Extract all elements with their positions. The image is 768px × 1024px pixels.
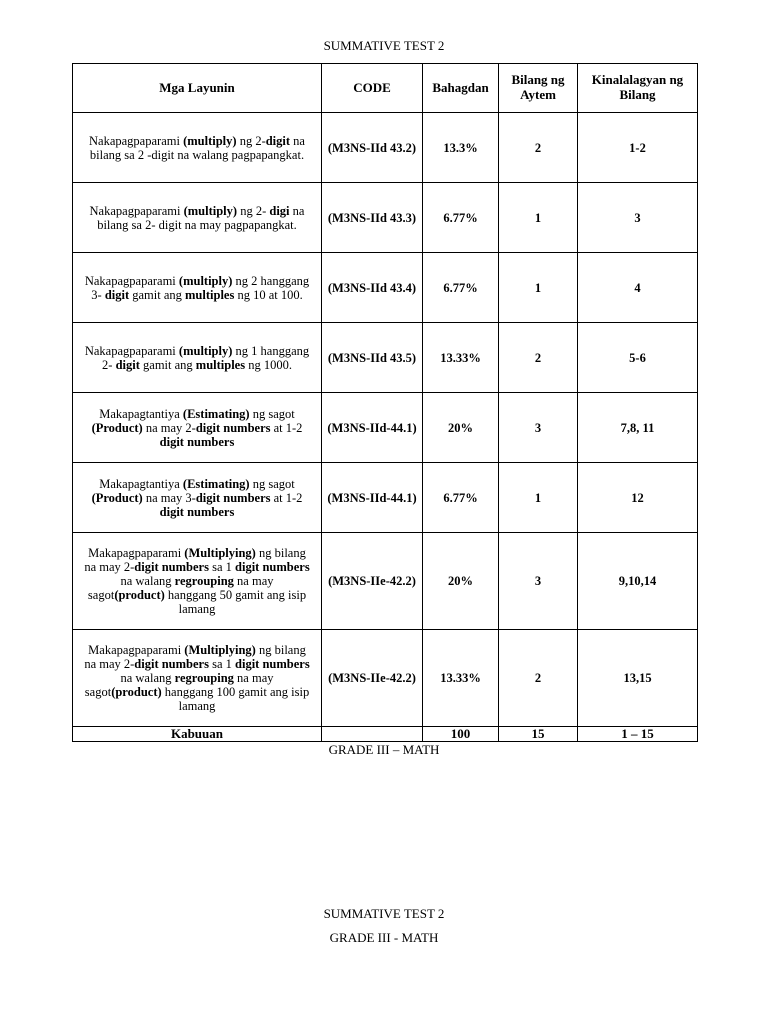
total-placement: 1 – 15 <box>578 727 698 742</box>
objective-text-segment: digit numbers <box>134 657 209 671</box>
objective-text-segment: digit <box>104 287 130 302</box>
objective-text-segment: ng sagot <box>249 406 295 421</box>
placement-cell: 13,15 <box>578 630 698 727</box>
objective-text-segment: digit numbers <box>195 490 271 505</box>
placement-cell: 1-2 <box>578 113 698 183</box>
items-cell: 3 <box>499 533 578 630</box>
document-subtitle: GRADE III – MATH <box>328 742 440 757</box>
objective-text-segment: digit numbers <box>134 560 209 574</box>
objective-text-segment: (product) <box>111 685 162 699</box>
objective-text-segment: gamit ang <box>139 357 196 372</box>
objective-text-segment: regrouping <box>174 671 234 685</box>
objective-text-segment: na may 2- <box>142 420 196 435</box>
objective-text-segment: digit numbers <box>235 657 310 671</box>
objective-cell <box>73 253 322 323</box>
items-cell: 2 <box>499 630 578 727</box>
placement-cell: 5-6 <box>578 323 698 393</box>
code-cell: (M3NS-IIe-42.2) <box>322 630 423 727</box>
objective-text-segment: (Product) <box>91 420 143 435</box>
objective-text-segment: na bilang sa 2- digit na may pagpapangkat. <box>97 203 305 232</box>
objective-cell <box>73 183 322 253</box>
objective-text-segment: ng 2- <box>237 203 270 218</box>
footer-title: SUMMATIVE TEST 2 <box>323 906 445 921</box>
percent-cell: 6.77% <box>423 463 499 533</box>
code-cell: (M3NS-IId 43.5) <box>322 323 423 393</box>
percent-cell: 13.33% <box>423 630 499 727</box>
objective-text-segment: ng bilang na may 2- <box>84 643 306 671</box>
header-items: Bilang ng Aytem <box>499 64 578 113</box>
objective-text-segment: (Estimating) <box>182 406 250 421</box>
table-row <box>73 323 698 393</box>
objective-text-segment: (Multiplying) <box>184 546 256 560</box>
objective-text-segment: (product) <box>114 588 165 602</box>
table-row <box>73 463 698 533</box>
percent-cell: 13.3% <box>423 113 499 183</box>
items-cell: 1 <box>499 183 578 253</box>
objective-text-segment: digi <box>269 203 290 218</box>
objective-text-segment: ng 1 hanggang 2- <box>102 343 310 372</box>
objective-text-segment: na may sagot <box>87 574 274 602</box>
table-header-row <box>73 64 698 113</box>
objective-text-segment: ng sagot <box>249 476 295 491</box>
items-cell: 2 <box>499 113 578 183</box>
total-row <box>73 727 698 742</box>
objective-text-segment: sa 1 <box>208 560 236 574</box>
percent-cell: 6.77% <box>423 183 499 253</box>
code-cell: (M3NS-IId 43.3) <box>322 183 423 253</box>
objective-text-segment: digit numbers <box>159 504 235 519</box>
code-cell: (M3NS-IIe-42.2) <box>322 533 423 630</box>
header-percent: Bahagdan <box>423 64 499 113</box>
objective-cell <box>73 463 322 533</box>
objective-cell <box>73 630 322 727</box>
objective-text-segment: ng 2 hanggang 3- <box>91 273 310 302</box>
table-row <box>73 393 698 463</box>
code-cell: (M3NS-IId 43.2) <box>322 113 423 183</box>
table-row <box>73 183 698 253</box>
code-cell: (M3NS-IId 43.4) <box>322 253 423 323</box>
objective-text-segment: digit <box>265 133 291 148</box>
placement-cell: 4 <box>578 253 698 323</box>
total-label: Kabuuan <box>73 727 322 742</box>
objective-text-segment: Nakapagpaparami <box>89 133 184 148</box>
objective-text-segment: regrouping <box>174 574 234 588</box>
objective-text-segment: na walang <box>120 671 175 685</box>
code-cell: (M3NS-IId-44.1) <box>322 463 423 533</box>
objective-text-segment: Nakapagpaparami <box>89 203 184 218</box>
placement-cell: 7,8, 11 <box>578 393 698 463</box>
objective-cell <box>73 533 322 630</box>
table-row <box>73 253 698 323</box>
items-cell: 1 <box>499 253 578 323</box>
table-row <box>73 630 698 727</box>
placement-cell: 9,10,14 <box>578 533 698 630</box>
table-of-specifications <box>72 63 698 742</box>
objective-text-segment: digit numbers <box>235 560 310 574</box>
items-cell: 1 <box>499 463 578 533</box>
percent-cell: 13.33% <box>423 323 499 393</box>
percent-cell: 6.77% <box>423 253 499 323</box>
placement-cell: 12 <box>578 463 698 533</box>
objective-text-segment: na may 3- <box>142 490 196 505</box>
total-percent: 100 <box>423 727 499 742</box>
total-code <box>322 727 423 742</box>
footer-subtitle: GRADE III - MATH <box>329 930 439 945</box>
code-cell: (M3NS-IId-44.1) <box>322 393 423 463</box>
objective-text-segment: hanggang 100 gamit ang isip lamang <box>161 685 310 713</box>
objective-text-segment: ng 2- <box>236 133 266 148</box>
table-row <box>73 533 698 630</box>
items-cell: 2 <box>499 323 578 393</box>
objective-text-segment: ng 1000. <box>245 357 292 372</box>
objective-text-segment: Makapagpaparami <box>88 643 185 657</box>
objective-text-segment: (multiply) <box>183 133 237 148</box>
objective-text-segment: Makapagpaparami <box>88 546 185 560</box>
document-title: SUMMATIVE TEST 2 <box>323 38 445 53</box>
header-placement: Kinalalagyan ng Bilang <box>578 64 698 113</box>
objective-text-segment: (multiply) <box>178 273 233 288</box>
objective-cell <box>73 323 322 393</box>
objective-cell <box>73 393 322 463</box>
objective-text-segment: (multiply) <box>178 343 233 358</box>
objective-text-segment: (Multiplying) <box>184 643 256 657</box>
objective-text-segment: ng bilang na may 2- <box>84 546 306 574</box>
objective-text-segment: na bilang sa 2 -digit na walang pagpapangkat. <box>89 133 305 162</box>
percent-cell: 20% <box>423 393 499 463</box>
header-code: CODE <box>322 64 423 113</box>
objective-text-segment: na walang <box>120 574 175 588</box>
objective-text-segment: at 1-2 <box>270 420 303 435</box>
objective-text-segment: digit numbers <box>159 434 235 449</box>
placement-cell: 3 <box>578 183 698 253</box>
objective-text-segment: at 1-2 <box>270 490 303 505</box>
total-items: 15 <box>499 727 578 742</box>
objective-text-segment: (Estimating) <box>182 476 250 491</box>
objective-text-segment: na may sagot <box>84 671 274 699</box>
objective-cell <box>73 113 322 183</box>
objective-text-segment: hanggang 50 gamit ang isip lamang <box>164 588 307 616</box>
objective-text-segment: multiples <box>195 357 246 372</box>
header-objective: Mga Layunin <box>73 64 322 113</box>
objective-text-segment: Makapagtantiya <box>99 406 183 421</box>
objective-text-segment: digit numbers <box>195 420 271 435</box>
objective-text-segment: gamit ang <box>129 287 186 302</box>
objective-text-segment: (multiply) <box>183 203 238 218</box>
table-row <box>73 113 698 183</box>
objective-text-segment: Nakapagpaparami <box>84 343 179 358</box>
objective-text-segment: sa 1 <box>208 657 236 671</box>
objective-text-segment: ng 10 at 100. <box>234 287 303 302</box>
percent-cell: 20% <box>423 533 499 630</box>
objective-text-segment: digit <box>115 357 140 372</box>
objective-text-segment: Makapagtantiya <box>99 476 183 491</box>
items-cell: 3 <box>499 393 578 463</box>
objective-text-segment: (Product) <box>91 490 143 505</box>
objective-text-segment: Nakapagpaparami <box>84 273 179 288</box>
objective-text-segment: multiples <box>185 287 235 302</box>
